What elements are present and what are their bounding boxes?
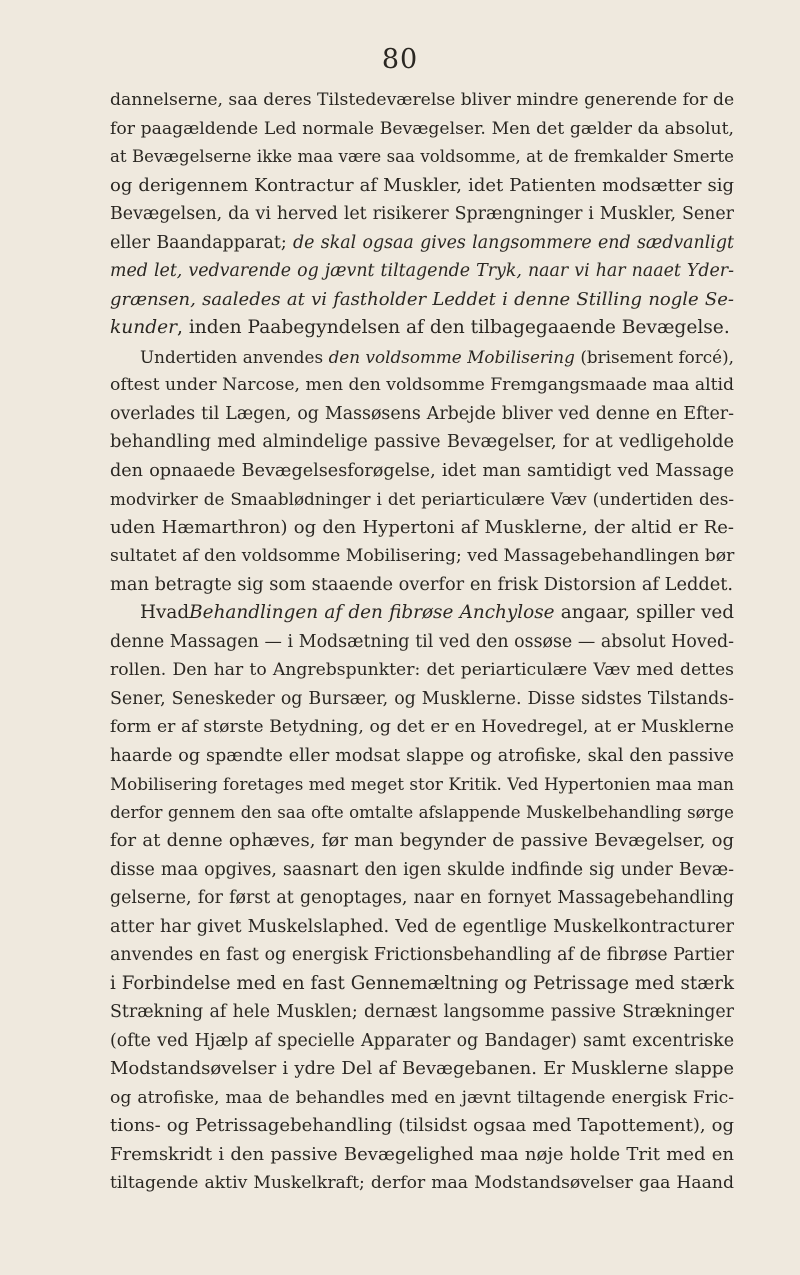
text-run: tiltagende aktiv Muskelkraft; derfor maa Modstandsøvelser gaa Haand xyxy=(110,1173,734,1193)
italic-text: kunder xyxy=(110,317,178,338)
text-run: Fremskridt i den passive Bevægelighed maa nøje holde Trit med en xyxy=(110,1143,734,1165)
text-run: denne Massagen — i Modsætning til ved den ossøse — absolut Hoved- xyxy=(110,631,734,652)
text-line xyxy=(110,86,734,115)
text-line xyxy=(110,172,734,201)
text-run: rollen. Den har to Angrebspunkter: det periarticulære Væv med dettes xyxy=(110,660,734,680)
page-number: 80 xyxy=(381,44,419,75)
text-run: anvendes en fast og energisk Frictionsbehandling af de fibrøse Partier xyxy=(110,945,734,965)
text-line xyxy=(110,1141,734,1170)
text-line xyxy=(110,485,734,514)
text-run: uden Hæmarthron) og den Hypertoni af Musklerne, der altid er Re- xyxy=(110,516,734,538)
text-run: (ofte ved Hjælp af specielle Apparater og Bandager) samt excentriske xyxy=(110,1030,734,1051)
text-line xyxy=(110,428,734,457)
text-line xyxy=(110,713,734,742)
text-line xyxy=(110,400,734,429)
text-line xyxy=(110,656,734,685)
text-line xyxy=(110,514,734,543)
text-run: Bevægelsen, da vi herved let risikerer Sprængninger i Muskler, Sener xyxy=(110,204,734,224)
text-run: derfor gennem den saa ofte omtalte afslappende Muskelbehandling sørge xyxy=(110,802,734,822)
italic-text: med let, vedvarende og jævnt tiltagende Tryk, naar vi har naaet Yder- xyxy=(110,261,734,281)
text-run: den opnaaede Bevægelsesforøgelse, idet man samtidigt ved Massage xyxy=(110,460,734,481)
text-run: dannelserne, saa deres Tilstedeværelse bliver mindre generende for de xyxy=(110,90,735,110)
text-line xyxy=(110,770,734,799)
text-run: atter har givet Muskelslaphed. Ved de egentlige Muskelkontracturer xyxy=(110,915,734,937)
text-line xyxy=(110,970,734,999)
text-run: oftest under Narcose, men den voldsomme Fremgangsmaade maa altid xyxy=(110,375,734,395)
text-line xyxy=(110,286,734,315)
text-run: man betragte sig som staaende overfor en frisk Distorsion af Leddet. xyxy=(110,573,734,595)
text-run: Mobilisering foretages med meget stor Kritik. Ved Hypertonien maa man xyxy=(110,774,734,794)
text-line xyxy=(110,1055,734,1084)
text-line xyxy=(110,457,734,486)
text-line xyxy=(110,571,734,600)
text-line xyxy=(110,827,734,856)
text-run: og derigennem Kontractur af Muskler, idet Patienten modsætter sig xyxy=(110,174,734,196)
text-run: behandling med almindelige passive Bevægelser, for at vedligeholde xyxy=(110,431,734,452)
text-run: for paagældende Led normale Bevægelser. Men det gælder da absolut, xyxy=(110,118,734,139)
text-line xyxy=(110,998,734,1027)
text-run: tions- og Petrissagebehandling (tilsidst ogsaa med Tapottement), og xyxy=(110,1115,734,1136)
text-run: og atrofiske, maa de behandles med en jævnt tiltagende energisk Fric- xyxy=(110,1087,734,1108)
text-line xyxy=(110,1027,734,1056)
text-line xyxy=(110,628,734,657)
italic-text: Behandlingen af den fibrøse Anchylose xyxy=(189,602,555,623)
text-line xyxy=(110,143,734,172)
text-line xyxy=(110,371,734,400)
text-run: at Bevægelserne ikke maa være saa voldsomme, at de fremkalder Smerte xyxy=(110,147,734,166)
body-text xyxy=(110,86,734,1198)
text-line xyxy=(110,884,734,913)
text-line xyxy=(110,200,734,229)
text-line xyxy=(110,799,734,828)
text-run: for at denne ophæves, før man begynder de passive Bevægelser, og xyxy=(110,830,734,851)
text-line xyxy=(110,856,734,885)
text-run: angaar, spiller ved xyxy=(554,602,734,623)
text-run: haarde og spændte eller modsat slappe og atrofiske, skal den passive xyxy=(110,745,734,766)
text-line xyxy=(110,343,734,372)
text-line xyxy=(110,115,734,144)
text-line xyxy=(110,1112,734,1141)
text-line xyxy=(110,229,734,258)
text-run: Strækning af hele Musklen; dernæst langsomme passive Strækninger xyxy=(110,1002,734,1022)
text-run: modvirker de Smaablødninger i det periarticulære Væv (undertiden des- xyxy=(110,489,734,509)
text-run: eller Baandapparat; xyxy=(110,232,294,253)
text-line xyxy=(110,742,734,771)
text-line xyxy=(110,685,734,714)
text-run: i Forbindelse med en fast Gennemæltning og Petrissage med stærk xyxy=(110,972,734,994)
text-run: overlades til Lægen, og Massøsens Arbejde bliver ved denne en Efter- xyxy=(110,403,734,424)
text-run: form er af største Betydning, og det er en Hovedregel, at er Musklerne xyxy=(110,717,734,737)
text-run: Modstandsøvelser i ydre Del af Bevægebanen. Er Musklerne slappe xyxy=(110,1058,734,1079)
italic-text: den voldsomme Mobilisering xyxy=(328,346,575,367)
text-line xyxy=(110,913,734,942)
text-line xyxy=(110,941,734,970)
text-run: sultatet af den voldsomme Mobilisering; ved Massagebehandlingen bør xyxy=(110,546,735,566)
text-line xyxy=(110,1084,734,1113)
text-run: Undertiden anvendes xyxy=(140,346,329,367)
text-line xyxy=(110,542,734,571)
text-run: gelserne, for først at genoptages, naar en fornyet Massagebehandling xyxy=(110,888,734,908)
text-line xyxy=(110,314,734,343)
text-run: (brisement forcé), xyxy=(574,346,734,367)
text-run: , inden Paabegyndelsen af den tilbagegaaende Bevægelse. xyxy=(177,317,730,338)
text-run: Hvad xyxy=(140,602,190,623)
text-run: disse maa opgives, saasnart den igen skulde indfinde sig under Bevæ- xyxy=(110,859,734,880)
italic-text: de skal ogsaa gives langsommere end sædvanligt xyxy=(293,232,734,253)
italic-text: grænsen, saaledes at vi fastholder Leddet i denne Stilling nogle Se- xyxy=(110,288,734,310)
text-run: Sener, Seneskeder og Bursæer, og Musklerne. Disse sidstes Tilstands- xyxy=(110,688,734,709)
text-line xyxy=(110,257,734,286)
text-line xyxy=(110,1169,734,1198)
text-line xyxy=(110,599,734,628)
